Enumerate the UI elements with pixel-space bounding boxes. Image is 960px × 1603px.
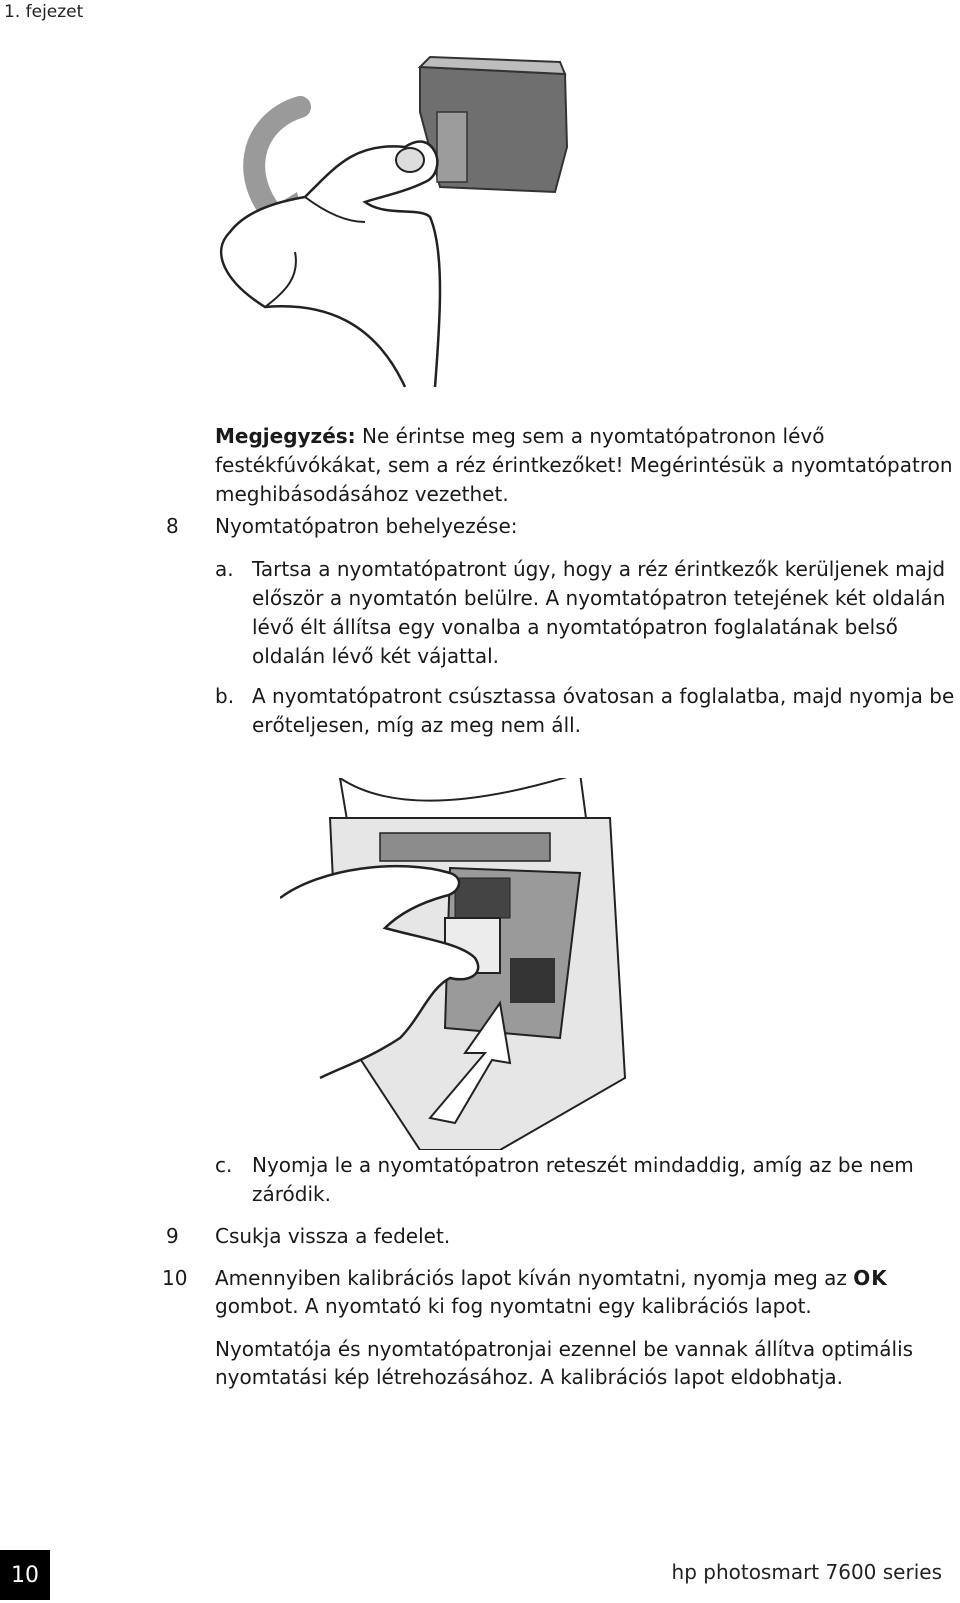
step-10-text-before: Amennyiben kalibrációs lapot kíván nyomtatni, nyomja meg az — [215, 1266, 854, 1290]
step-8b-text: A nyomtatópatront csúsztassa óvatosan a foglalatba, majd nyomja be erőteljesen, míg az meg nem áll. — [252, 684, 955, 737]
page-number: 10 — [0, 1550, 50, 1600]
hand-removing-tape-illustration — [205, 52, 595, 402]
hand-inserting-cartridge-illustration — [280, 778, 660, 1150]
note-text: Ne érintse meg sem a nyomtatópatronon lévő festékfúvókákat, sem a réz érintkezőket! Megérintésük a nyomtatópatron meghibásodásához vezethet. — [215, 424, 953, 506]
step-8-text: Nyomtatópatron behelyezése: — [215, 514, 518, 538]
step-10-text — [215, 1264, 960, 1320]
closing-paragraph: Nyomtatója és nyomtatópatronjai ezennel be vannak állítva optimális nyomtatási kép létrehozásához. A kalibrációs lapot eldobhatja. — [215, 1337, 914, 1389]
step-10-text-after: gombot. A nyomtató ki fog nyomtatni egy kalibrációs lapot. — [215, 1294, 812, 1318]
step-9-text: Csukja vissza a fedelet. — [215, 1224, 451, 1248]
note-paragraph — [215, 422, 960, 509]
step-10-number: 10 — [162, 1266, 188, 1290]
step-8c-letter: c. — [215, 1153, 233, 1177]
note-label: Megjegyzés: — [215, 424, 356, 448]
step-8b-letter: b. — [215, 684, 235, 708]
step-8a-text: Tartsa a nyomtatópatront úgy, hogy a réz érintkezők kerüljenek majd először a nyomtatón belülre. A nyomtatópatron tetejének két oldalán lévő élt állítsa egy vonalba a nyomtatópatron foglalatának belső oldalán lévő két vájattal. — [252, 557, 946, 668]
step-8-number: 8 — [166, 514, 179, 538]
ok-button-label: OK — [853, 1266, 888, 1290]
chapter-header: 1. fejezet — [4, 2, 84, 22]
step-9-number: 9 — [166, 1224, 179, 1248]
step-8a-letter: a. — [215, 557, 234, 581]
step-8c-text: Nyomja le a nyomtatópatron reteszét mindaddig, amíg az be nem záródik. — [252, 1153, 914, 1206]
product-name: hp photosmart 7600 series — [671, 1560, 942, 1584]
